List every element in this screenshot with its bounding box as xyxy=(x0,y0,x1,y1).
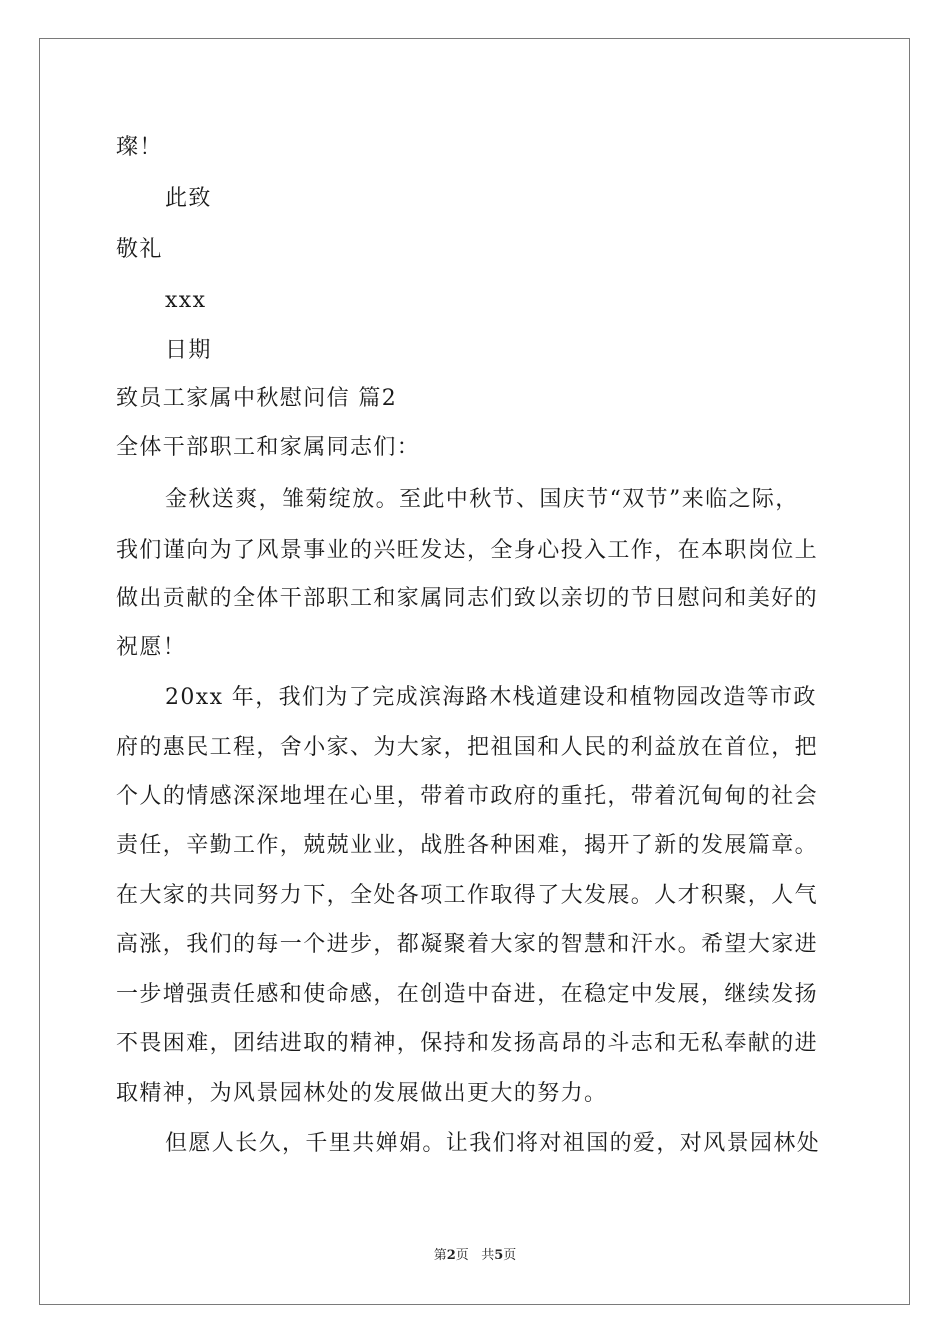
signature-line: xxx xyxy=(165,288,207,313)
paragraph-line: 但愿人长久，千里共婵娟。让我们将对祖国的爱，对风景园林处 xyxy=(165,1131,821,1156)
paragraph-line: 不畏困难，团结进取的精神，保持和发扬高昂的斗志和无私奉献的进 xyxy=(116,1031,819,1056)
paragraph-line: 府的惠民工程，舍小家、为大家，把祖国和人民的利益放在首位，把 xyxy=(116,735,819,760)
salutation-line: 此致 xyxy=(165,186,212,211)
text-line: 璨！ xyxy=(116,135,163,160)
page-suffix: 页 xyxy=(455,1248,469,1263)
section-heading: 致员工家属中秋慰问信 篇2 xyxy=(116,386,398,411)
page-prefix: 第 xyxy=(433,1248,447,1263)
paragraph-line: 责任，辛勤工作，兢兢业业，战胜各种困难，揭开了新的发展篇章。 xyxy=(116,833,819,858)
paragraph-line: 一步增强责任感和使命感，在创造中奋进，在稳定中发展，继续发扬 xyxy=(116,982,819,1007)
paragraph-line: 我们谨向为了风景事业的兴旺发达，全身心投入工作，在本职岗位上 xyxy=(116,538,819,563)
paragraph-line: 20xx 年，我们为了完成滨海路木栈道建设和植物园改造等市政 xyxy=(165,685,817,710)
total-prefix: 共 xyxy=(481,1248,495,1263)
paragraph-line: 取精神，为风景园林处的发展做出更大的努力。 xyxy=(116,1081,608,1106)
paragraph-line: 个人的情感深深地埋在心里，带着市政府的重托，带着沉甸甸的社会 xyxy=(116,784,819,809)
page-frame xyxy=(39,38,910,1305)
total-pages: 5 xyxy=(494,1248,504,1263)
page-number: 2 xyxy=(446,1248,456,1263)
date-line: 日期 xyxy=(165,338,212,363)
salutation-line: 敬礼 xyxy=(116,237,163,262)
paragraph-line: 金秋送爽，雏菊绽放。至此中秋节、国庆节“双节”来临之际， xyxy=(165,487,799,512)
page-footer xyxy=(0,1247,950,1265)
paragraph-line: 在大家的共同努力下，全处各项工作取得了大发展。人才积聚，人气 xyxy=(116,883,819,908)
paragraph-line: 祝愿！ xyxy=(116,635,187,660)
greeting-line: 全体干部职工和家属同志们： xyxy=(116,435,421,460)
paragraph-line: 高涨，我们的每一个进步，都凝聚着大家的智慧和汗水。希望大家进 xyxy=(116,932,819,957)
paragraph-line: 做出贡献的全体干部职工和家属同志们致以亲切的节日慰问和美好的 xyxy=(116,586,819,611)
total-suffix: 页 xyxy=(503,1248,517,1263)
